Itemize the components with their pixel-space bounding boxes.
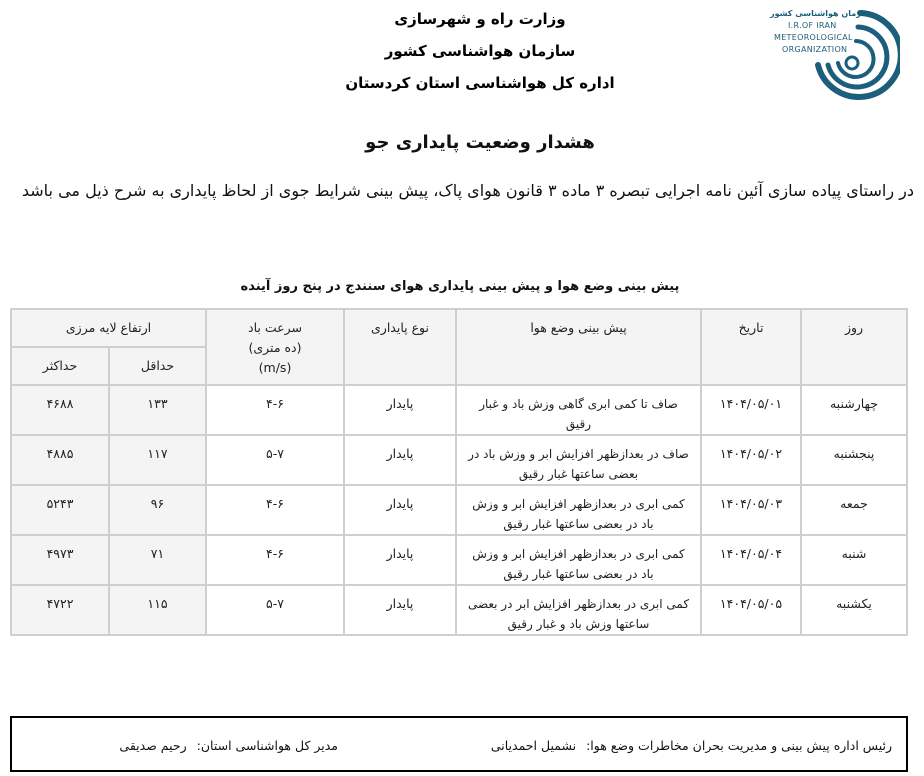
forecast-cell-text: صاف تا کمی ابری گاهی وزش باد و غبار رقیق <box>479 397 678 431</box>
wind-speed-cell <box>206 585 344 635</box>
min-height-cell <box>109 435 206 485</box>
min-height-cell-text: ۱۱۷ <box>147 446 168 461</box>
header-date: تاریخ <box>701 309 801 385</box>
forecast-cell <box>456 435 701 485</box>
forecast-cell-text: کمی ابری در بعدازظهر افزایش ابر در بعضی ساعتها وزش باد و غبار رقیق <box>467 597 690 631</box>
department-name: اداره کل هواشناسی استان کردستان <box>345 74 615 92</box>
date-cell-text: ۱۴۰۴/۰۵/۰۱ <box>719 396 783 411</box>
day-cell-text: یکشنبه <box>836 596 872 611</box>
wind-speed-cell <box>206 385 344 435</box>
day-cell-text: پنجشنبه <box>833 446 875 461</box>
date-cell-text: ۱۴۰۴/۰۵/۰۳ <box>719 496 783 511</box>
table-row <box>11 585 907 635</box>
meteorological-organization-logo <box>740 5 900 105</box>
wind-speed-cell <box>206 485 344 535</box>
day-cell <box>801 485 907 535</box>
director-name: رحیم صدیقی <box>119 738 187 753</box>
stability-cell-text: پایدار <box>386 496 414 511</box>
header-min: حداقل <box>109 347 206 385</box>
date-cell <box>701 385 801 435</box>
stability-cell-text: پایدار <box>386 546 414 561</box>
stability-cell-text: پایدار <box>386 596 414 611</box>
max-height-cell <box>11 535 109 585</box>
max-height-cell <box>11 585 109 635</box>
table-row <box>11 385 907 435</box>
day-cell <box>801 385 907 435</box>
stability-cell <box>344 585 456 635</box>
min-height-cell <box>109 585 206 635</box>
forecast-table <box>10 308 908 636</box>
intro-paragraph: در راستای پیاده سازی آئین نامه اجرایی تبصره ۳ ماده ۳ قانون هوای پاک، پیش بینی شرایط جوی از لحاظ پایداری به شرح ذیل می باشد <box>21 181 914 200</box>
forecast-cell-text: کمی ابری در بعدازظهر افزایش ابر و وزش باد در بعضی ساعتها غبار رقیق <box>472 497 685 531</box>
organization-name: سازمان هواشناسی کشور <box>384 42 576 60</box>
table-row <box>11 485 907 535</box>
max-height-cell-text: ۵۲۴۳ <box>46 496 74 511</box>
wind-header-line-3: (m/s) <box>258 360 292 375</box>
min-height-cell <box>109 485 206 535</box>
stability-cell <box>344 535 456 585</box>
stability-cell <box>344 485 456 535</box>
date-cell <box>701 435 801 485</box>
min-height-cell-text: ۱۳۳ <box>147 396 168 411</box>
day-cell <box>801 535 907 585</box>
date-cell-text: ۱۴۰۴/۰۵/۰۵ <box>719 596 783 611</box>
max-height-cell-text: ۴۹۷۳ <box>46 546 74 561</box>
date-cell-text: ۱۴۰۴/۰۵/۰۴ <box>719 546 783 561</box>
document-title: هشدار وضعیت پایداری جو <box>365 132 595 153</box>
header-forecast: پیش بینی وضع هوا <box>456 309 701 385</box>
stability-cell <box>344 385 456 435</box>
day-cell-text: چهارشنبه <box>829 396 879 411</box>
signature-box <box>10 716 908 772</box>
max-height-cell-text: ۴۶۸۸ <box>46 396 74 411</box>
wind-speed-cell <box>206 535 344 585</box>
day-cell-text: شنبه <box>841 546 867 561</box>
header-wind-speed <box>206 309 344 385</box>
table-row <box>11 535 907 585</box>
max-height-cell-text: ۴۸۸۵ <box>46 446 74 461</box>
logo-line-1: I.R.OF IRAN <box>788 21 837 30</box>
header-stability: نوع پایداری <box>344 309 456 385</box>
day-cell <box>801 585 907 635</box>
wind-speed-cell-text: ۴-۶ <box>266 496 284 511</box>
max-height-cell <box>11 485 109 535</box>
date-cell <box>701 535 801 585</box>
day-cell <box>801 435 907 485</box>
wind-speed-cell-text: ۴-۶ <box>266 396 284 411</box>
forecast-cell <box>456 585 701 635</box>
director-label: مدیر کل هواشناسی استان: <box>196 738 338 753</box>
forecast-cell-text: صاف در بعدازظهر افزایش ابر و وزش باد در بعضی ساعتها غبار رقیق <box>468 447 689 481</box>
min-height-cell-text: ۱۱۵ <box>147 596 168 611</box>
table-row <box>11 435 907 485</box>
wind-header-line-2: (ده متری) <box>248 340 302 355</box>
date-cell <box>701 485 801 535</box>
forecast-head-label: رئیس اداره پیش بینی و مدیریت بحران مخاطرات وضع هوا: <box>586 738 892 753</box>
forecast-head-name: نشمیل احمدیانی <box>490 738 577 753</box>
stability-cell <box>344 435 456 485</box>
header-day: روز <box>801 309 907 385</box>
logo-line-2: METEOROLOGICAL <box>774 33 853 42</box>
min-height-cell <box>109 385 206 435</box>
wind-header-line-1: سرعت باد <box>248 320 302 335</box>
forecast-head-signature <box>491 738 892 753</box>
max-height-cell-text: ۴۷۲۲ <box>46 596 74 611</box>
date-cell-text: ۱۴۰۴/۰۵/۰۲ <box>719 446 783 461</box>
stability-cell-text: پایدار <box>386 446 414 461</box>
date-cell <box>701 585 801 635</box>
ministry-name: وزارت راه و شهرسازی <box>394 10 566 28</box>
director-signature <box>119 738 338 753</box>
forecast-cell-text: کمی ابری در بعدازظهر افزایش ابر و وزش باد در بعضی ساعتها غبار رقیق <box>472 547 685 581</box>
header-max: حداکثر <box>11 347 109 385</box>
min-height-cell-text: ۷۱ <box>150 546 165 561</box>
forecast-cell <box>456 535 701 585</box>
wind-speed-cell <box>206 435 344 485</box>
spiral-logo-icon <box>740 5 900 105</box>
wind-speed-cell-text: ۴-۶ <box>266 546 284 561</box>
wind-speed-cell-text: ۵-۷ <box>266 446 284 461</box>
forecast-cell <box>456 485 701 535</box>
logo-persian-name: سازمان هواشناسی کشور <box>770 9 872 18</box>
header-boundary-layer: ارتفاع لایه مرزی <box>11 309 206 347</box>
logo-line-3: ORGANIZATION <box>782 45 848 54</box>
stability-cell-text: پایدار <box>386 396 414 411</box>
min-height-cell <box>109 535 206 585</box>
min-height-cell-text: ۹۶ <box>150 496 165 511</box>
wind-speed-cell-text: ۵-۷ <box>266 596 284 611</box>
max-height-cell <box>11 385 109 435</box>
day-cell-text: جمعه <box>840 496 868 511</box>
forecast-cell <box>456 385 701 435</box>
max-height-cell <box>11 435 109 485</box>
table-title: پیش بینی وضع هوا و پیش بینی پایداری هوای سنندج در پنج روز آینده <box>240 279 680 294</box>
